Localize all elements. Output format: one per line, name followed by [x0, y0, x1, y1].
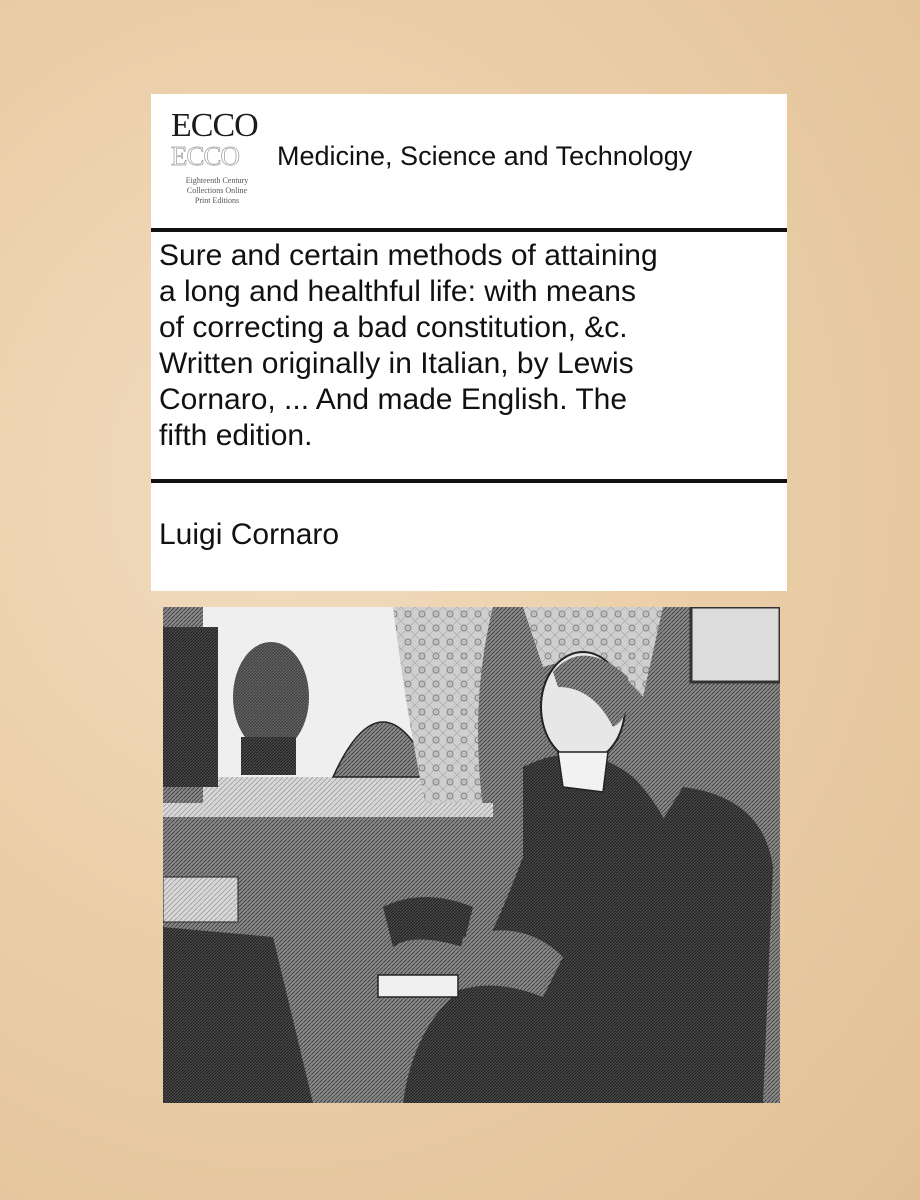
series-title: Medicine, Science and Technology: [277, 141, 693, 171]
title-line: Cornaro, ... And made English. The: [159, 383, 628, 416]
title-line: Written originally in Italian, by Lewis: [159, 347, 634, 380]
title-line: fifth edition.: [159, 419, 313, 452]
author-block: [151, 483, 787, 591]
engraving-seated-man-icon: [163, 607, 780, 1103]
series-header: [151, 94, 787, 228]
logo-subtitle-line: Collections Online: [186, 186, 248, 195]
title-line: of correcting a bad constitution, &c.: [159, 311, 628, 344]
title-block: [151, 232, 787, 479]
author-name: Luigi Cornaro: [159, 518, 340, 551]
cover-illustration: [163, 607, 780, 1103]
logo-subtitle: [171, 176, 263, 206]
logo-mark-outline: ECCO: [171, 141, 240, 171]
logo-subtitle-line: Print Editions: [194, 196, 240, 205]
book-title: [159, 238, 781, 454]
logo-subtitle-line: Eighteenth Century: [185, 176, 249, 185]
title-line: a long and healthful life: with means: [159, 275, 636, 308]
ecco-logo: [169, 106, 261, 216]
logo-mark: ECCO: [171, 107, 258, 144]
title-line: Sure and certain methods of attaining: [159, 239, 658, 272]
